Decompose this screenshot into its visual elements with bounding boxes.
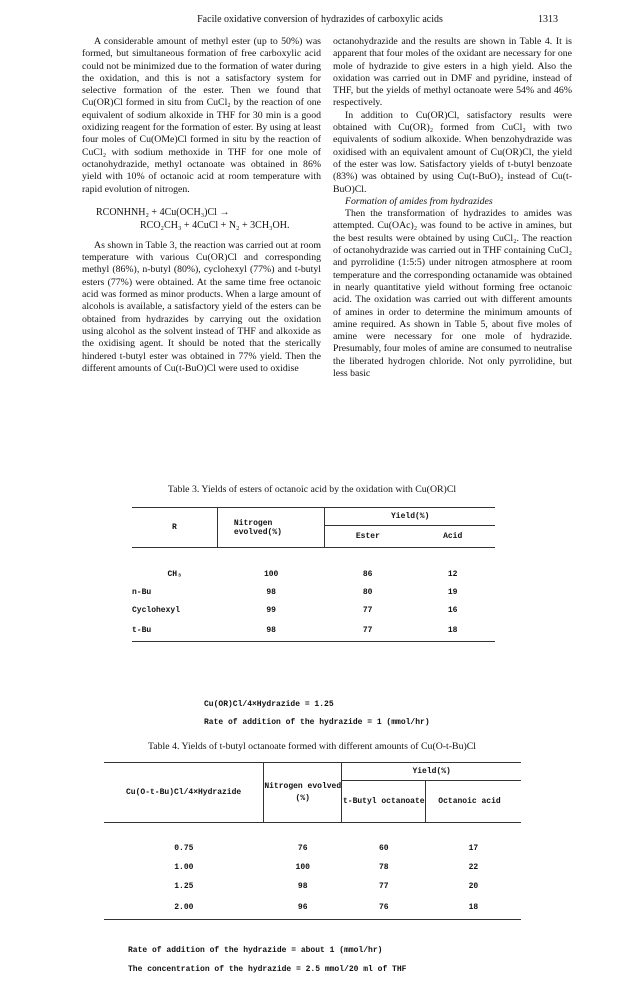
cell-ratio: 0.75 <box>174 843 194 853</box>
cell-ester: 86 <box>362 570 373 579</box>
cell-acid: 18 <box>447 625 458 635</box>
table-3-note-2: Rate of addition of the hydrazide = 1 (mmol/hr) <box>204 718 430 727</box>
table-row <box>104 877 521 896</box>
cell-r: Cyclohexyl <box>132 606 181 615</box>
cell-acid: 18 <box>468 902 479 912</box>
cell-ester: 80 <box>362 588 373 597</box>
paragraph: As shown in Table 3, the reaction was carried out at room temperature with various Cu(OR)Cl and corresponding methyl (86%), n-butyl (80%), cyclohexyl (77%) and t-butyl esters (77%) were obtained. At the same time free octanoic acid was formed as minor products. When a large amount of alcohols is available, a satisfactory yield of the esters can be obtained from hydrazides by carrying out the oxidation using alcohol as the solvent instead of THF and alkoxide as the oxidising agent. It should be noted that the sterically hindered t-butyl ester was obtained in 77% yield. Then the different amounts of Cu(t-BuO)Cl were used to oxidise <box>82 239 321 374</box>
table-row <box>104 896 521 920</box>
cell-r: CH₃ <box>167 570 182 579</box>
cell-nitrogen: 98 <box>297 881 308 891</box>
cell-nitrogen: 76 <box>297 843 308 853</box>
table-4-note-2: The concentration of the hydrazide = 2.5 mmol/20 ml of THF <box>128 965 407 974</box>
paragraph: Then the transformation of hydrazides to amides was attempted. Cu(OAc)₂ was found to be active in amines, but the best results were obtained by using CuCl₂. The reaction of octanohydrazide was carried out in THF containing CuCl₂ and pyrrolidine (1:5:5) under nitrogen atmosphere at room temperature and the corresponding octanamide was obtained in nearly quantitative yield without forming free octanoic acid. The oxidation was carried out with different amounts of amines in order to determine the minimum amounts of amine required. As shown in Table 5, about five moles of amine were necessary for one mole of hydrazide. Presumably, four moles of amine are consumed to neutralise the liberated hydrogen chloride. Not only pyrrolidine, but less basic <box>333 208 572 380</box>
table-3-caption: Table 3. Yields of esters of octanoic acid by the oxidation with Cu(OR)Cl <box>167 484 457 495</box>
header-yield: Yield(%) <box>342 763 521 781</box>
table-3 <box>132 507 495 642</box>
paragraph: A considerable amount of methyl ester (up to 50%) was formed, but simultaneous formation of free carboxylic acid could not be minimized due to the formation of water during the oxidation, and this is not a satisfactory system for selective formation of the ester. Then we found that Cu(OR)Cl formed in situ from CuCl₂ by the reaction of one equivalent of sodium alkoxide in THF for 30 min is a good oxidizing reagent for the formation of ester. By using at least four moles of Cu(OMe)Cl formed in situ by the reaction of CuCl₂ with sodium methoxide in THF for one mole of octanohydrazide, methyl octanoate was obtained in 86% yield with 10% of octanoic acid at room temperature with rapid evolution of nitrogen. <box>82 36 321 195</box>
table-row <box>132 620 495 642</box>
cell-ester: 77 <box>378 881 389 891</box>
table-row <box>104 858 521 877</box>
cell-ester: 60 <box>378 843 389 853</box>
cell-acid: 22 <box>468 862 479 872</box>
cell-acid: 17 <box>468 843 479 853</box>
page-number: 1313 <box>538 14 558 25</box>
equation-line-1: RCONHNH₂ + 4Cu(OCH₃)Cl → <box>96 206 230 218</box>
cell-ester: 76 <box>378 902 389 912</box>
paragraph: In addition to Cu(OR)Cl, satisfactory results were obtained with Cu(OR)₂ formed from CuCl₂ with two equivalents of sodium alkoxide. When benzohydrazide was oxidised with an equivalent amount of Cu(OR)Cl, the yield of the ester was low. Satisfactory yields of t-butyl benzoate (83%) was obtained by using Cu(t-BuO)₂ instead of Cu(t-BuO)Cl. <box>333 109 572 195</box>
table-row <box>132 584 495 602</box>
right-column <box>333 36 572 380</box>
cell-ratio: 2.00 <box>174 902 194 912</box>
cell-nitrogen: 100 <box>295 862 310 872</box>
reaction-equation <box>82 206 321 232</box>
header-ester: t-Butyl octanoate <box>342 781 426 823</box>
cell-r: t-Bu <box>132 625 152 635</box>
cell-acid: 19 <box>447 588 458 597</box>
header-acid: Acid <box>410 526 495 548</box>
cell-ester: 77 <box>362 606 373 615</box>
table-row <box>132 566 495 584</box>
header-nitrogen: Nitrogen evolved (%) <box>264 763 342 823</box>
cell-acid: 12 <box>447 570 458 579</box>
table-3-note-1: Cu(OR)Cl/4×Hydrazide = 1.25 <box>204 700 334 709</box>
table-row <box>132 602 495 620</box>
cell-nitrogen: 98 <box>266 625 276 635</box>
header-acid: Octanoic acid <box>426 781 521 823</box>
equation-line-2: RCO₂CH₃ + 4CuCl + N₂ + 3CH₃OH. <box>140 219 290 231</box>
left-column <box>82 36 321 375</box>
header-r: R <box>132 508 217 548</box>
header-nitrogen: Nitrogen evolved(%) <box>217 508 324 548</box>
table-row <box>104 839 521 858</box>
cell-nitrogen: 96 <box>297 902 308 912</box>
running-title: Facile oxidative conversion of hydrazides of carboxylic acids <box>197 14 443 25</box>
cell-ratio: 1.25 <box>174 881 194 891</box>
header-ratio: Cu(O-t-Bu)Cl/4×Hydrazide <box>104 763 264 823</box>
cell-r: n-Bu <box>132 588 152 597</box>
cell-ratio: 1.00 <box>174 862 194 872</box>
header-ester: Ester <box>325 526 410 548</box>
table-4 <box>104 762 521 920</box>
paragraph: octanohydrazide and the results are shown in Table 4. It is apparent that four moles of the oxidant are necessary for one mole of hydrazide to give esters in a high yield. Also the oxidation was carried out in DMF and pyridine, instead of THF, but the yields of methyl octanoate were 54% and 46% respectively. <box>333 36 572 109</box>
cell-ester: 78 <box>378 862 389 872</box>
cell-nitrogen: 98 <box>266 588 276 597</box>
header-yield: Yield(%) <box>325 508 495 526</box>
cell-ester: 77 <box>362 625 373 635</box>
cell-acid: 20 <box>468 881 479 891</box>
cell-acid: 16 <box>447 606 458 615</box>
running-header <box>82 14 558 28</box>
cell-nitrogen: 100 <box>263 570 279 579</box>
table-4-caption: Table 4. Yields of t-butyl octanoate formed with different amounts of Cu(O-t-Bu)Cl <box>148 741 476 752</box>
cell-nitrogen: 99 <box>266 606 276 615</box>
section-heading: Formation of amides from hydrazides <box>345 195 493 207</box>
table-4-note-1: Rate of addition of the hydrazide = about 1 (mmol/hr) <box>128 946 383 955</box>
